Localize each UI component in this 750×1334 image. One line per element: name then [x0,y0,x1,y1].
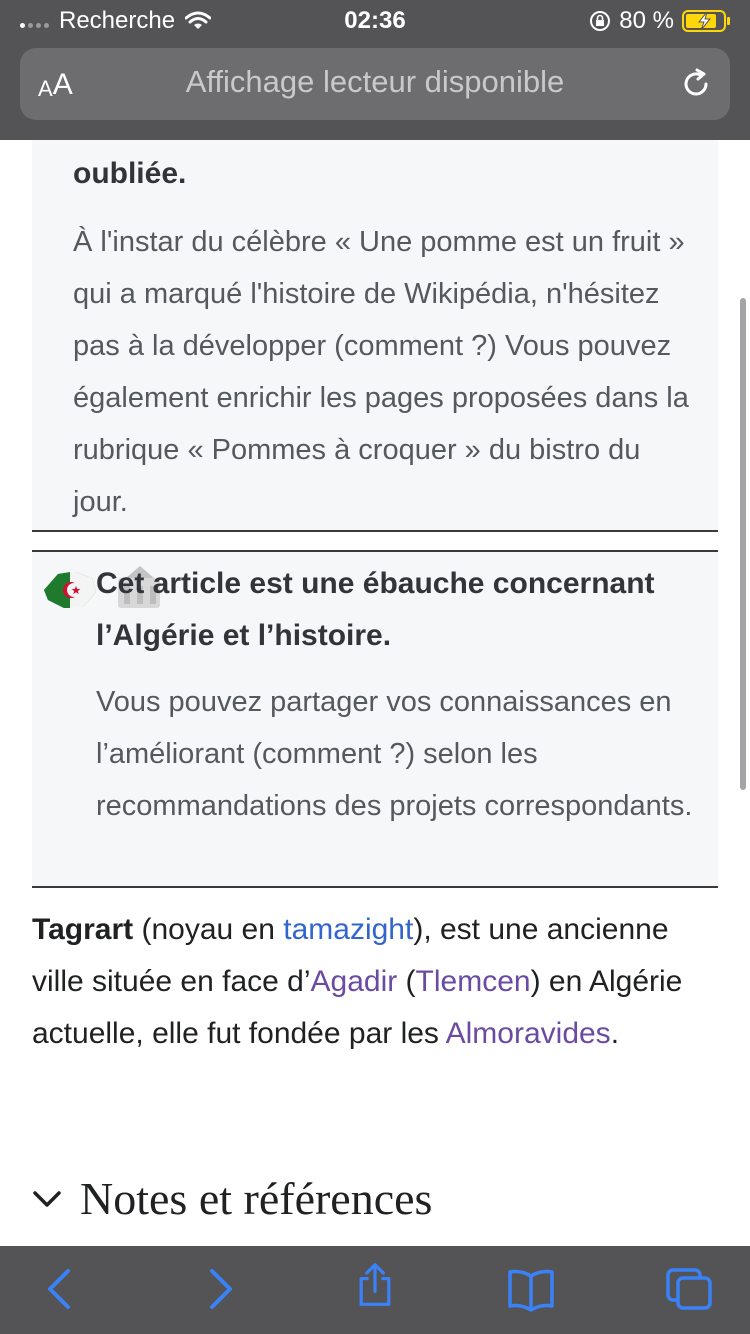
paragraph-text: . [610,1017,620,1050]
browser-top-chrome [0,0,750,140]
back-icon[interactable] [36,1266,86,1312]
apple-notice-text: À l'instar du célèbre « Une pomme est un fruit » qui a marqué l'histoire de Wikipédia, n'hésitez pas à la développer (comment ?) Vous pouvez également enrichir les pages proposées dans la rubrique « Pommes à croquer » du bistro du jour. [73,226,689,518]
paragraph-text: (noyau en [133,913,284,946]
chevron-down-icon[interactable] [32,1189,62,1209]
notes-section-header[interactable] [32,1172,432,1225]
battery-percent: 80 % [619,7,674,34]
apple-notice-box [32,140,718,532]
address-bar[interactable] [20,48,730,120]
notes-section-title: Notes et références [80,1173,433,1224]
apple-notice-title: oubliée. [73,157,187,190]
share-icon[interactable] [350,1262,400,1308]
status-bar [0,0,750,42]
stub-notice-title: Cet article est une ébauche concernant l’Algérie et l’histoire. [96,567,655,652]
article-term: Tagrart [32,913,134,946]
paragraph-text: ), est une ancienne ville située en face d’ [32,913,669,998]
tabs-icon[interactable] [664,1266,714,1312]
algeria-flag-icon [40,568,100,612]
link-almoravides[interactable]: Almoravides [445,1017,611,1050]
stub-notice-text: Vous pouvez partager vos connaissances en l’améliorant (comment ?) selon les recommandations des projets correspondants. [96,686,693,822]
article-content [0,140,750,1246]
battery-charging-icon [682,9,732,33]
scrollbar[interactable] [740,298,746,790]
reader-available-label[interactable]: Affichage lecteur disponible [185,64,565,99]
carrier-label: Recherche [59,7,176,34]
intro-paragraph [32,904,712,1060]
bottom-toolbar [0,1246,750,1334]
link-agadir[interactable]: Agadir [310,965,398,998]
link-tlemcen[interactable]: Tlemcen [415,965,531,998]
paragraph-text: ( [397,965,416,998]
reader-options-button[interactable] [38,66,73,102]
aa-small-label: A [38,76,53,101]
paragraph-text: ) en Algérie actuelle, elle fut fondée par les [32,965,683,1050]
link-tamazight[interactable]: tamazight [283,913,414,946]
status-right [589,7,732,35]
orientation-lock-icon [589,10,611,32]
reload-icon[interactable] [678,66,714,102]
bookmarks-icon[interactable] [506,1266,556,1312]
status-time: 02:36 [344,7,406,34]
stub-notice-box [32,550,718,888]
forward-icon[interactable] [194,1266,244,1312]
aa-big-label: A [52,68,73,101]
